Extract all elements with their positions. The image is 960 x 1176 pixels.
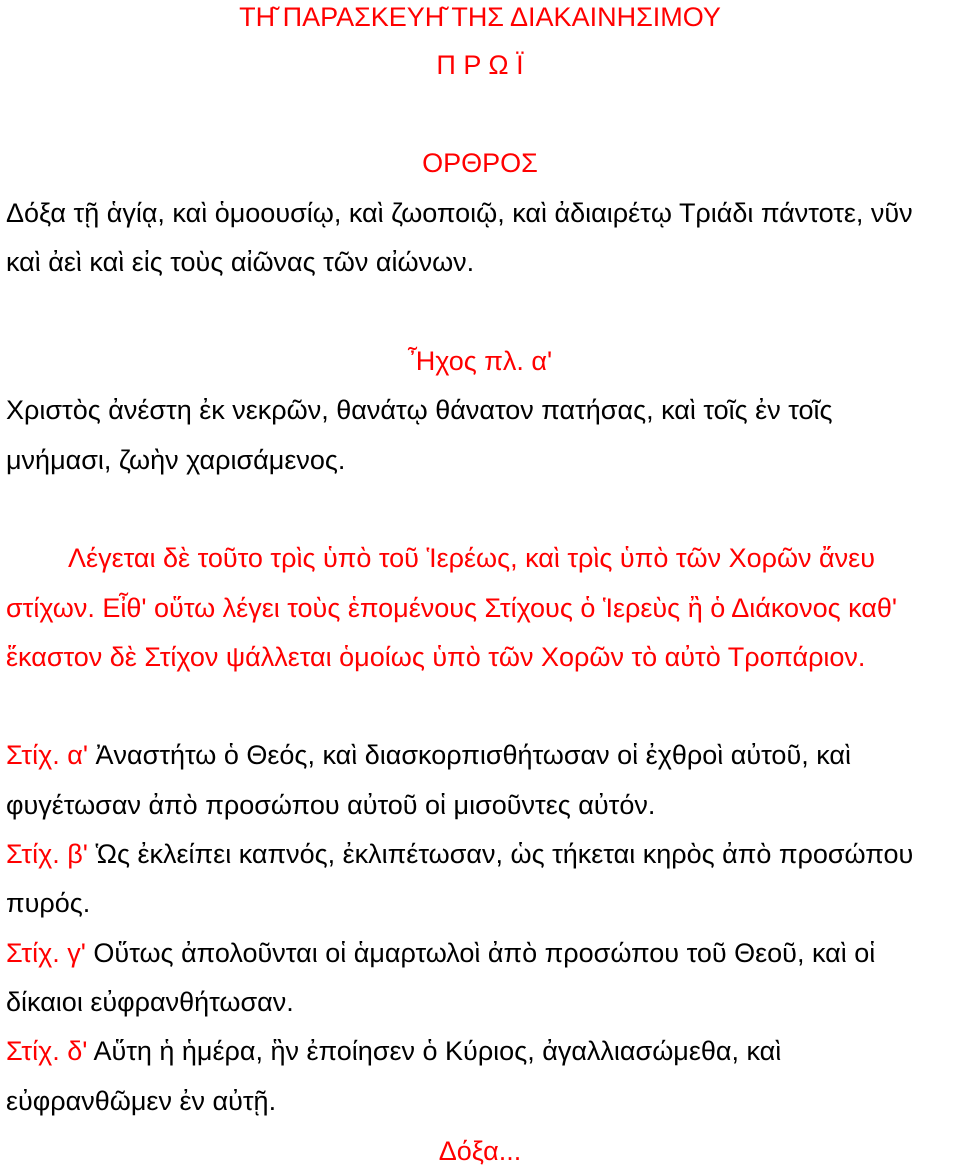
verse-text: Αὕτη ἡ ἡμέρα, ἣν ἐποίησεν ὁ Κύριος, ἀγαλλιασώμεθα, καὶ — [93, 1036, 782, 1066]
verse-label: Στίχ. δ' — [6, 1036, 88, 1066]
verse-4 — [6, 1034, 781, 1068]
doxa-line-1: Δόξα τῇ ἁγίᾳ, καὶ ὁμοουσίῳ, καὶ ζωοποιῷ, καὶ ἀδιαιρέτῳ Τριάδι πάντοτε, νῦν — [6, 198, 913, 228]
verse-2 — [6, 837, 913, 871]
verse-text: Ὡς ἐκλείπει καπνός, ἐκλιπέτωσαν, ὡς τήκεται κηρὸς ἀπὸ προσώπου — [95, 839, 914, 869]
rubric-line-3: ἕκαστον δὲ Στίχον ψάλλεται ὁμοίως ὑπὸ τῶν Χορῶν τὸ αὐτὸ Τροπάριον. — [6, 642, 866, 672]
verse-text: Ἀναστήτω ὁ Θεός, καὶ διασκορπισθήτωσαν οἱ ἐχθροὶ αὐτοῦ, καὶ — [95, 740, 851, 770]
doxa-line-2: καὶ ἀεὶ καὶ εἰς τοὺς αἰῶνας τῶν αἰώνων. — [6, 247, 475, 277]
rubric-line-2: στίχων. Εἶθ' οὕτω λέγει τοὺς ἑπομένους Στίχους ὁ Ἱερεὺς ἢ ὁ Διάκονος καθ' — [6, 593, 898, 623]
verse-1 — [6, 738, 851, 772]
verse-text: Οὕτως ἀπολοῦνται οἱ ἁμαρτωλοὶ ἀπὸ προσώπου τοῦ Θεοῦ, καὶ οἱ — [93, 938, 876, 968]
section-heading: ΟΡΘΡΟΣ — [422, 148, 538, 178]
verse-label: Στίχ. γ' — [6, 938, 86, 968]
troparion-line-2: μνήμασι, ζωὴν χαρισάμενος. — [6, 445, 346, 475]
page-subtitle: Π Ρ Ω Ϊ — [436, 50, 524, 80]
verse-2-continuation: πυρός. — [6, 888, 91, 918]
verse-label: Στίχ. β' — [6, 839, 88, 869]
verse-4-continuation: εὐφρανθῶμεν ἐν αὐτῇ. — [6, 1086, 277, 1116]
troparion-line-1: Χριστὸς ἀνέστη ἐκ νεκρῶν, θανάτῳ θάνατον πατήσας, καὶ τοῖς ἐν τοῖς — [6, 395, 833, 425]
doxa-short: Δόξα... — [438, 1136, 522, 1166]
rubric-line-1: Λέγεται δὲ τοῦτο τρὶς ὑπὸ τοῦ Ἱερέως, καὶ τρὶς ὑπὸ τῶν Χορῶν ἄνευ — [68, 543, 875, 573]
verse-1-continuation: φυγέτωσαν ἀπὸ προσώπου αὐτοῦ οἱ μισοῦντες αὐτόν. — [6, 790, 656, 820]
page-title: ΤΗ͂ ΠΑΡΑΣΚΕΥΗ͂ ΤΗΣ ΔΙΑΚΑΙΝΗΣΙΜΟΥ — [239, 2, 721, 32]
tone-label: Ἦχος πλ. α' — [407, 346, 553, 376]
verse-label: Στίχ. α' — [6, 740, 89, 770]
verse-3-continuation: δίκαιοι εὐφρανθήτωσαν. — [6, 987, 294, 1017]
verse-3 — [6, 936, 875, 970]
